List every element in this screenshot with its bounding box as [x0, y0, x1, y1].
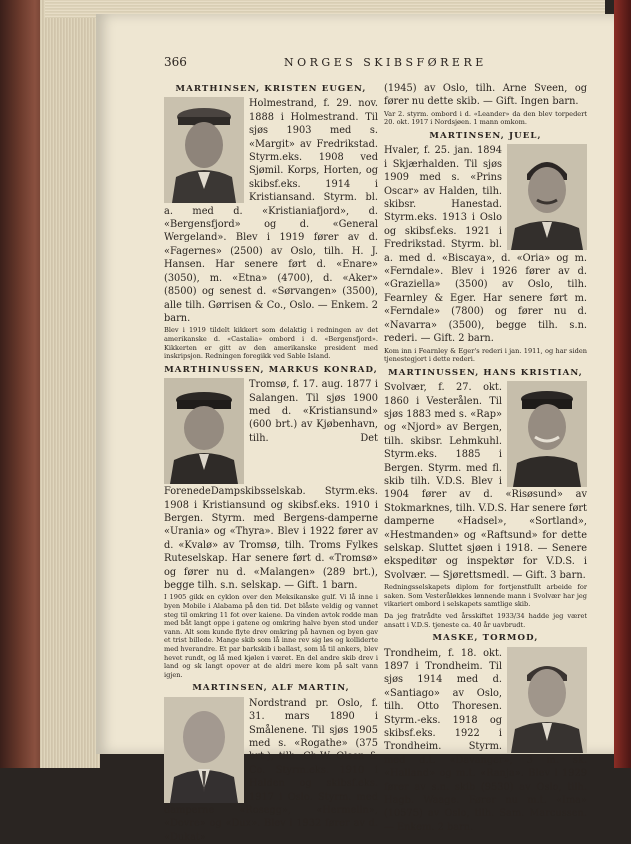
man-portrait-image	[164, 697, 244, 803]
running-head	[164, 55, 604, 71]
entry-name: MARTINSEN, JUEL,	[429, 131, 542, 141]
page-stack-edge	[40, 0, 100, 768]
portrait-photo	[164, 378, 244, 484]
entry-body: Svolvær, f. 27. okt. 1860 i Vesterålen. Til sjøs 1883 med s. «Rap» og «Njord» av Bergen, tilh. skibsr. Lehmkuhl. Styrm.eks. 1885 i Bergen. Styrm. med fl. skib tilh. V.D.S. Blev i 1904 fører av d. «Risøsund» av Stokmarknes, tilh. V.D.S. Har senere ført damperne «Hadsel», «Sortland», «Hestmanden» og «Raftsund» for dette selskap. Sluttet sjøen i 1918. — Senere ekspeditør og inspektør for V.D.S. i Svolvær. — Sjørettsmedl. — Gift. 3 barn.	[384, 382, 587, 581]
left-column	[164, 82, 378, 844]
book-title: NORGES SKIBSFØRERE	[284, 56, 487, 69]
portrait-photo	[507, 144, 587, 250]
portrait-photo	[507, 647, 587, 753]
entry-body: Trondheim, f. 18. okt. 1897 i Trondheim. Til sjøs 1914 med d. «Santiago» av Oslo, tilh. Otto Thoresen. Styrm.-eks. 1918 og skibsf.eks. 1922 i Trondheim. Styrm. med d.t. «Davanger», 3 m. sk. «Halland» og m.t. «Ranja». Blev i 1929 fører av s.n. skib (9530) av Oslo, tilh. Hagb. Waage. Fører nu m.t. «Ima» (10575) av Oslo, tilh. Sam. Marcussen. — Enkem. 2 barn.	[384, 647, 587, 833]
man-portrait-image	[507, 144, 587, 250]
captain-portrait-image	[164, 378, 244, 484]
entry-body: Tromsø, f. 17. aug. 1877 i Salangen. Til sjøs 1900 med d. «Kristiansund» (600 brt.) av Kjøbenhavn, tilh. Det ForenedeDampskibsselskab. Styrm.eks. 1908 i Kristiansund og skibsf.eks. 1910 i Bergen. Styrm. med Bergens-damperne «Urania» og «Thyra». Blev i 1922 fører av d. «Kvalø» av Tromsø, tilh. Troms Fylkes Ruteselskap. Har senere ført d. «Tromsø» og fører nu d. «Malangen» (289 brt.), begge tilh. s.n. selskap. — Gift. 1 barn.	[164, 379, 378, 591]
entry-note: Kom inn i Fearnley & Eger's rederi i jan. 1911, og har siden tjenestegjort i dette rederi.	[384, 346, 587, 364]
entry-note: Da jeg fratrådte ved årsskiftet 1933/34 hadde jeg været ansatt i V.D.S. tjeneste ca. 40 år uavbrudt.	[384, 611, 587, 629]
portrait-photo	[164, 697, 244, 803]
entry-name: MASKE, TORMOD,	[432, 633, 539, 644]
entry-body: Nordstrand pr. Oslo, f. 31. mars 1890 i Smålenene. Til sjøs 1905 med s. «Rogathe» (375 brt.), tilh. Ch.W. Olsen & Co. Styrm.eks. 1910 i Halden og skibsf.eks. 1917 i Oslo. Styrm. med damperne «Rosegg», «Hermelin», «Dovre» og «Dux». Blev i 1932 fører av d. «Dukat»	[164, 697, 378, 843]
man-portrait-image	[507, 647, 587, 753]
entry-note: Var 2. styrm. ombord i d. «Leander» da den blev torpedert 20. okt. 1917 i Nordsjøen. 1 mann omkom.	[384, 109, 587, 127]
captain-portrait-image	[507, 381, 587, 487]
entry-note: Blev i 1919 tildelt kikkert som delaktig i redningen av det amerikanske d. «Castalia» ombord i d. «Bergensfjord». Kikkerten er gitt av den amerikanske president med inskripsjon. Redningen foregikk ved Sable Island.	[164, 326, 378, 361]
entry-body: (1945) av Oslo, tilh. Arne Sveen, og fører nu dette skib. — Gift. Ingen barn.	[384, 83, 587, 108]
portrait-photo	[164, 97, 244, 203]
entry-name: MARTHINUSSEN, MARKUS KONRAD,	[164, 364, 378, 375]
entry-name: MARTINSEN, ALF MARTIN,	[192, 683, 350, 694]
entry-note: I 1905 gikk en cyklon over den Meksikanske gulf. Vi lå inne i byen Mobile i Alabama på den tid. Det blåste veldig og vannet steg til omkring 11 fot over kaiene. Da vinden avtok rodde man med båt langt oppe i gatene og omkring halve byen stod under vann. Alt som kunde flyte drev omkring på havnen og byen gav et trist billede. Mange skib som lå inne rev sig løs og kolliderte med hverandre. Et par barkskib i ballast, som lå til ankers, blev hevet rundt, og lå med kjølen i været. En del andre skib drev i land og sk langt opover at de aldri mere kom på salt vann igjen.	[164, 593, 378, 679]
book-right-edge	[614, 0, 631, 768]
entry-name: MARTINUSSEN, HANS KRISTIAN,	[388, 367, 583, 378]
entry-body: Holmestrand, f. 29. nov. 1888 i Holmestrand. Til sjøs 1903 med s. «Margit» av Fredrikstad. Styrm.eks. 1908 ved Sjømil. Korps, Horten, og skibsf.eks. 1914 i Kristiansand. Styrm. bl. a. med d. «Kristianiafjord», d. «Bergensfjord» og d. «General Wergeland». Blev i 1919 fører av d. «Fagernes» (2500) av Oslo, tilh. H. J. Hansen. Har senere ført d. «Enare» (3050), m. «Etna» (4700), d. «Aker» (8500) og senest d. «Sørvangen» (3500), alle tilh. Gørrisen & Co., Oslo. — Enkem. 2 barn.	[164, 98, 378, 324]
portrait-photo	[507, 381, 587, 487]
entry-name: MARTHINSEN, KRISTEN EUGEN,	[175, 84, 367, 94]
captain-portrait-image	[164, 97, 244, 203]
page-number: 366	[164, 55, 187, 69]
entry-note: Redningsselskapets diplom for fortjenstfullt arbeide for saken. Som Vesteråløkkes lønnende mann i Svolvær har jeg vikariert ombord i selskapets samtlige skib.	[384, 583, 587, 609]
right-column	[384, 82, 587, 834]
entry-body: Hvaler, f. 25. jan. 1894 i Skjærhalden. Til sjøs 1909 med s. «Prins Oscar» av Halden, tilh. skibsr. Hanestad. Styrm.eks. 1913 i Oslo og skibsf.eks. 1921 i Fredrikstad. Styrm. bl. a. med d. «Biscaya», d. «Oria» og m. «Ferndale». Blev i 1926 fører av d. «Graziella» (3500) av Oslo, tilh. Fearnley & Eger. Har senere ført m. «Ferndale» (7800) og fører nu d. «Navarra» (3500), begge tilh. s.n. rederi. — Gift. 2 barn.	[384, 145, 587, 345]
